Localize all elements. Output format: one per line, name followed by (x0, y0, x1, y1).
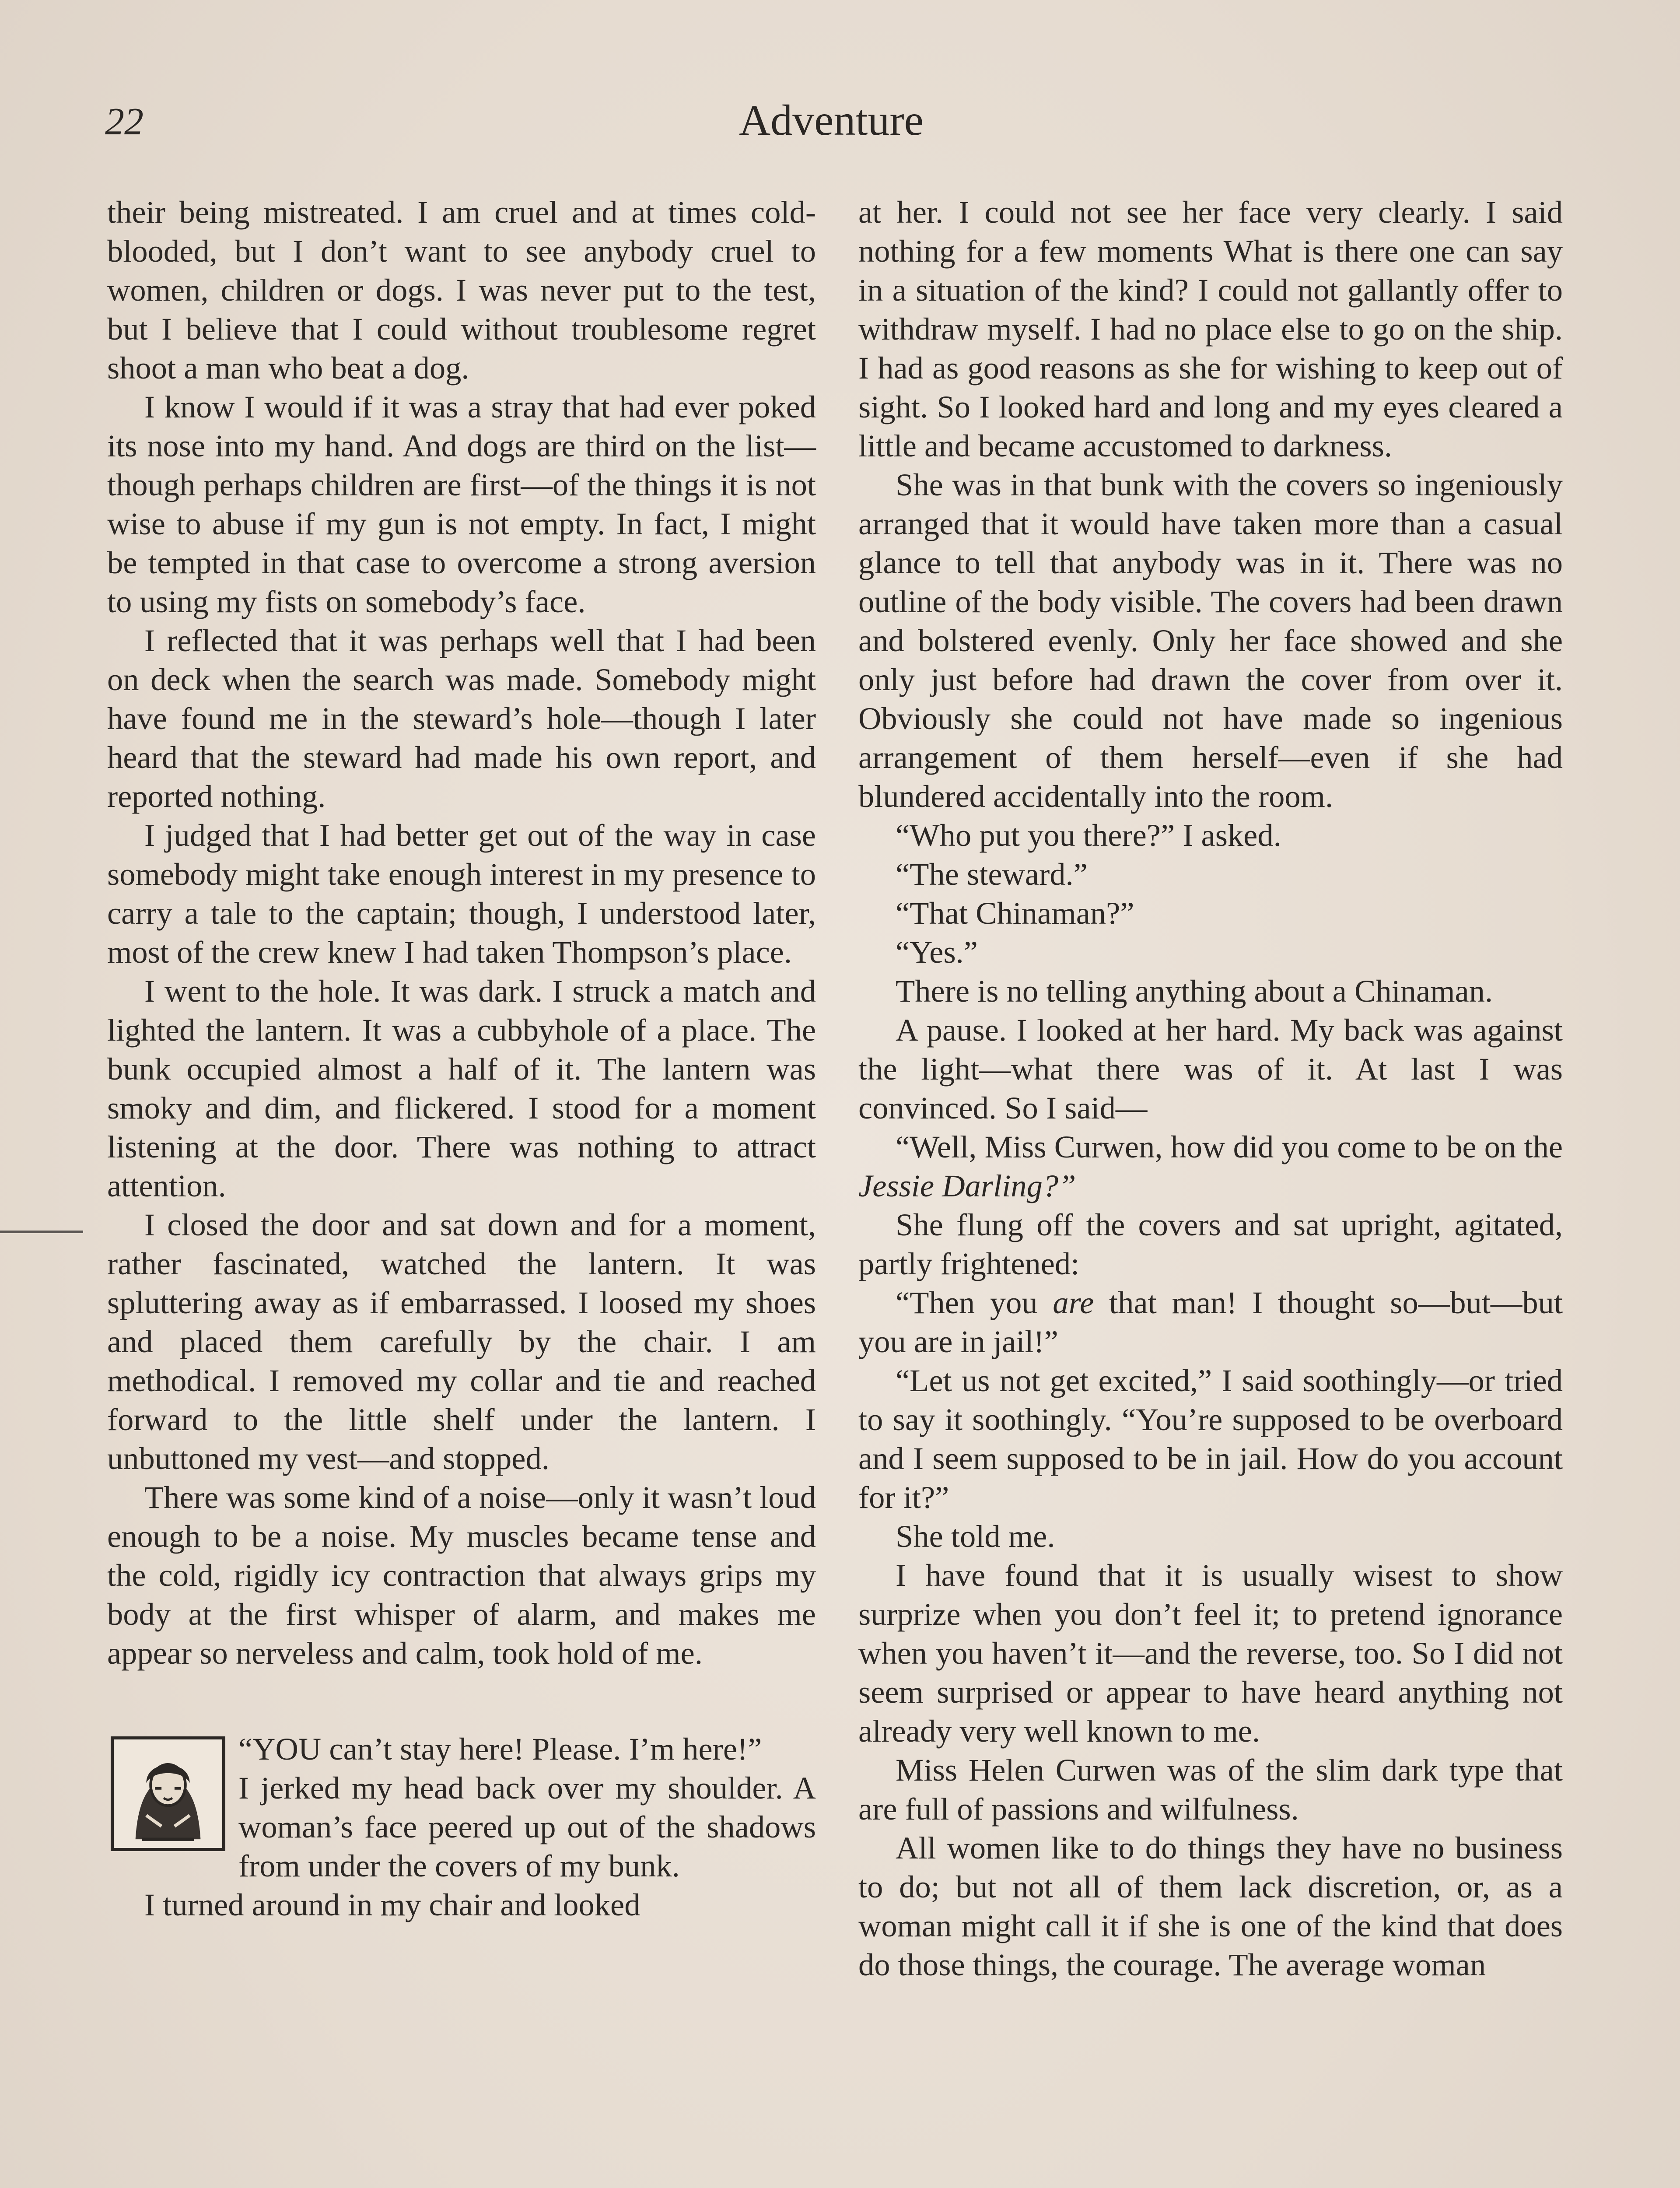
text-run: “Then you (896, 1285, 1053, 1320)
paragraph: All women like to do things they have no business to do; but not all of them lack discretion, or, as a woman might call it if she is one of the kind that does do those things, the courage. The average woman (858, 1830, 1563, 1982)
text-run: “Well, Miss Curwen, how did you come to be on the (896, 1129, 1563, 1164)
paragraph: I have found that it is usually wisest to show surprize when you don’t feel it; to pretend ignorance when you haven’t it—and the reverse, too. So I did not seem surprised or appear to have heard anything not already very well known to me. (858, 1557, 1563, 1749)
right-column (858, 193, 1563, 1984)
paragraph: Miss Helen Curwen was of the slim dark type that are full of passions and wilfulness. (858, 1752, 1563, 1827)
margin-mark (0, 1231, 83, 1233)
paragraph: I know I would if it was a stray that had ever poked its nose into my hand. And dogs are third on the list—though perhaps children are first—of the things it is not wise to abuse if my gun is not empty. In fact, I might be tempted in that case to overcome a strong aversion to using my fists on somebody’s face. (107, 389, 816, 619)
emphasis: are (1053, 1285, 1094, 1320)
paragraph: She flung off the covers and sat upright, agitated, partly frightened: (858, 1207, 1563, 1281)
paragraph: “Who put you there?” I asked. (896, 817, 1281, 853)
running-head-title: Adventure (738, 96, 924, 144)
paragraph: I went to the hole. It was dark. I struck a match and lighted the lantern. It was a cubbyhole of a place. The bunk occupied almost a half of it. The lantern was smoky and dim, and flickered. I stood for a moment listening at the door. There was nothing to attract attention. (107, 973, 816, 1203)
woman-portrait-icon (111, 1736, 225, 1851)
paragraph: She told me. (896, 1518, 1055, 1554)
paragraph (858, 1127, 1563, 1205)
paragraph: “Let us not get excited,” I said soothingly—or tried to say it soothingly. “You’re supposed to be overboard and I seem supposed to be in jail. How do you account for it?” (858, 1363, 1563, 1515)
paragraph: I jerked my head back over my shoulder. A woman’s face peered up out of the shadows from under the covers of my bunk. (238, 1770, 816, 1883)
paragraph: I reflected that it was perhaps well that I had been on deck when the search was made. Somebody might have found me in the steward’s hole—though I later heard that the steward had made his own report, and reported nothing. (107, 623, 816, 814)
paragraph: There is no telling anything about a Chinaman. (896, 973, 1493, 1009)
paragraph: She was in that bunk with the covers so ingeniously arranged that it would have taken more than a casual glance to tell that anybody was in it. There was no outline of the body visible. The covers had been drawn and bolstered evenly. Only her face showed and she only just before had drawn the cover from over it. Obviously she could not have made so ingenious arrangement of them herself—even if she had blundered accidentally into the room. (858, 467, 1563, 814)
paragraph: There was some kind of a noise—only it wasn’t loud enough to be a noise. My muscles became tense and the cold, rigidly icy contraction that always grips my body at the first whisper of alarm, and makes me appear so nerveless and calm, took hold of me. (107, 1480, 816, 1671)
section-opening (107, 1729, 816, 1885)
paragraph: I closed the door and sat down and for a moment, rather fascinated, watched the lantern. It was spluttering away as if embarrassed. I loosed my shoes and placed them carefully by the chair. I am methodical. I removed my collar and tie and reached forward to the little shelf under the lantern. I unbuttoned my vest—and stopped. (107, 1207, 816, 1476)
paragraph: A pause. I looked at her hard. My back was against the light—what there was of it. At last I was convinced. So I said— (858, 1012, 1563, 1126)
ship-name: Jessie Darling?” (858, 1168, 1076, 1203)
paragraph: I judged that I had better get out of the way in case somebody might take enough interest in my presence to carry a tale to the captain; though, I understood later, most of the crew knew I had taken Thompson’s place. (107, 817, 816, 970)
paragraph: “That Chinaman?” (896, 895, 1134, 931)
text-run: that man! I thought so—but—but you are in jail!” (858, 1285, 1563, 1359)
paragraph: their being mistreated. I am cruel and at times cold-blooded, but I don’t want to see anybody cruel to women, children or dogs. I was never put to the test, but I believe that I could without troublesome regret shoot a man who beat a dog. (107, 194, 816, 386)
paragraph: “YOU can’t stay here! Please. I’m here!” (238, 1731, 762, 1767)
paragraph: at her. I could not see her face very clearly. I said nothing for a few moments What is there one can say in a situation of the kind? I could not gallantly offer to withdraw myself. I had no place else to go on the ship. I had as good reasons as she for wishing to keep out of sight. So I looked hard and long and my eyes cleared a little and became accustomed to darkness. (858, 194, 1563, 463)
paragraph (858, 1283, 1563, 1361)
page-number: 22 (105, 101, 144, 143)
left-column (107, 193, 816, 1924)
paragraph: “The steward.” (896, 856, 1088, 892)
paragraph: “Yes.” (896, 934, 978, 970)
paragraph: I turned around in my chair and looked (144, 1887, 640, 1922)
section-break (107, 1673, 816, 1729)
